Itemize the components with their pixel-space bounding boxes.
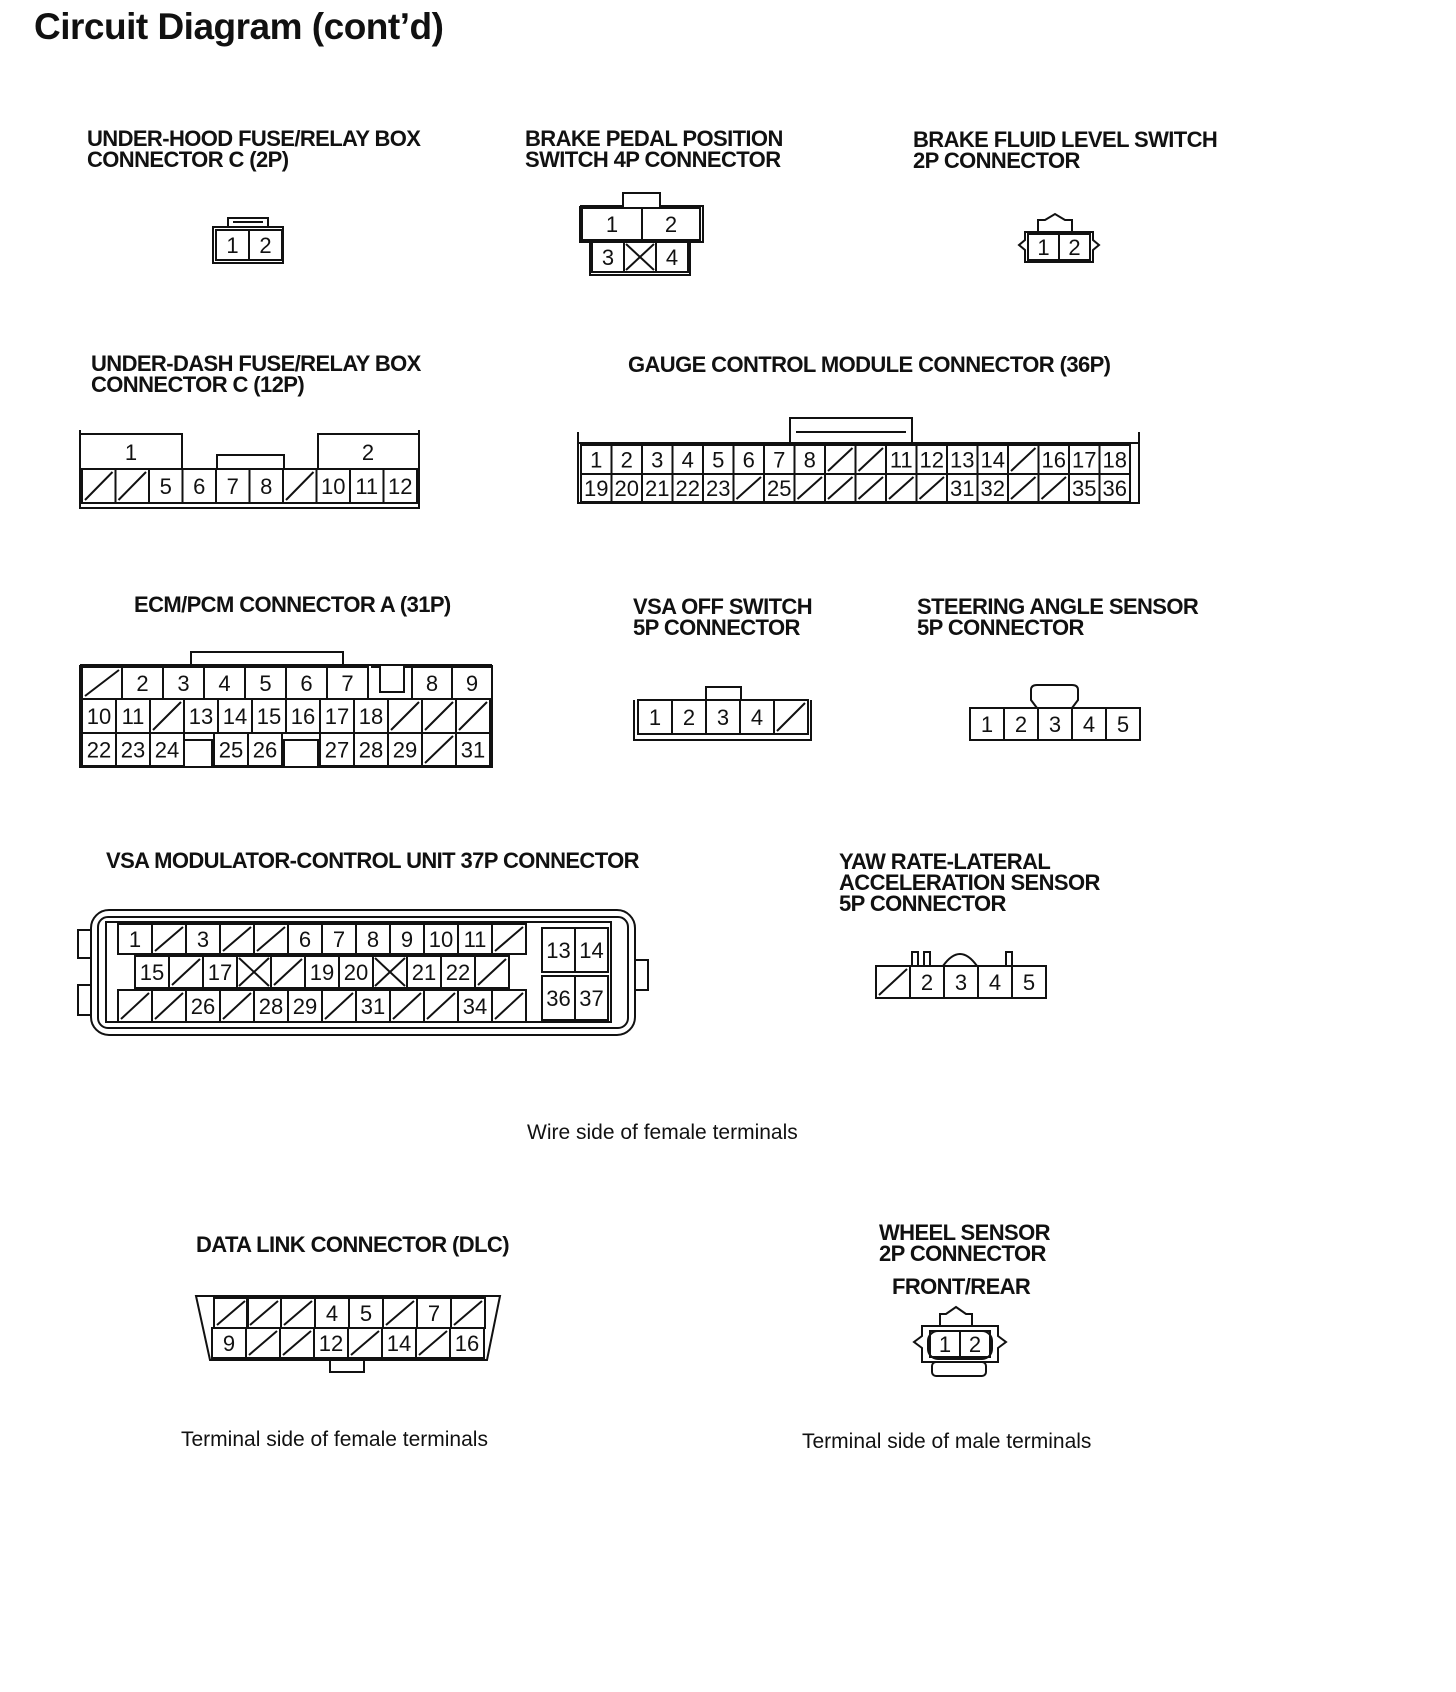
vsa-mod-r3-empty-slash <box>325 993 353 1019</box>
vsa-mod-r1-terminal-3: 3 <box>196 927 210 952</box>
underdash-terminal-6: 6 <box>193 474 206 499</box>
dlc-top-empty-slash <box>284 1301 312 1325</box>
gauge-top-terminal-5: 5 <box>712 447 725 473</box>
yaw-connector <box>876 952 1046 998</box>
gauge-top-terminal-11: 11 <box>889 447 913 473</box>
dlc-bottom-empty-slash <box>249 1331 277 1355</box>
dlc-top-terminal-5: 5 <box>359 1301 373 1326</box>
vsa-mod-r1-terminal-1: 1 <box>128 927 142 952</box>
vsa-mod-ear <box>78 930 91 958</box>
vsa-mod-r3-terminal-26: 26 <box>190 994 216 1019</box>
vsa-mod-ear <box>635 960 648 990</box>
gauge-bottom-empty-slash <box>1011 477 1036 499</box>
gauge-top-terminal-13: 13 <box>950 447 975 473</box>
gauge-bottom-terminal-21: 21 <box>645 476 670 501</box>
gauge-bottom-empty-slash <box>1042 477 1067 499</box>
ecm-r1-empty-slash <box>85 670 119 696</box>
ecm-r3-terminal-26: 26 <box>252 737 278 763</box>
steering-label-line2: 5P CONNECTOR <box>917 615 1084 640</box>
ecm-notch <box>184 740 212 766</box>
ecm-r3-empty-slash <box>425 736 453 763</box>
dlc-connector <box>196 1296 500 1372</box>
brake-pedal-label-line2: SWITCH 4P CONNECTOR <box>525 147 781 172</box>
dlc-top-empty-slash <box>454 1301 482 1325</box>
wheel-terminal-1: 1 <box>938 1332 952 1357</box>
page-title: Circuit Diagram (cont’d) <box>34 6 444 47</box>
ecm-r3-terminal-25: 25 <box>218 737 244 763</box>
vsa-mod-r1-empty-slash <box>495 927 523 951</box>
gauge-bottom-empty-slash <box>859 477 884 499</box>
vsa-mod-r1-empty-slash <box>155 927 183 951</box>
vsa-mod-r1-terminal-10: 10 <box>428 927 454 952</box>
gauge-bottom-terminal-31: 31 <box>950 476 975 501</box>
gauge-top-terminal-17: 17 <box>1072 447 1097 473</box>
steering-connector <box>970 685 1140 740</box>
yaw-tab <box>1006 952 1012 966</box>
vsa-off-terminal-4: 4 <box>750 705 764 730</box>
gauge-top-terminal-8: 8 <box>803 447 816 473</box>
steering-terminal-2: 2 <box>1014 712 1028 737</box>
dlc-bottom-empty-slash <box>351 1331 379 1355</box>
ecm-r2-empty-slash <box>153 702 181 730</box>
wheel-connector <box>914 1307 1006 1376</box>
brake-fluid-connector <box>1019 214 1099 262</box>
dlc-top-empty-slash <box>217 1301 245 1325</box>
vsa-mod-r1-terminal-9: 9 <box>400 927 414 952</box>
yaw-terminal-2: 2 <box>920 970 934 995</box>
vsa-mod-r2-terminal-15: 15 <box>139 960 165 985</box>
vsa-mod-r1-empty-slash <box>257 927 285 951</box>
underdash-terminal-5: 5 <box>159 474 172 499</box>
vsa-mod-r2-empty-slash <box>172 959 200 985</box>
vsa-mod-r3-empty-slash <box>393 993 421 1019</box>
gauge-bottom-empty-slash <box>737 477 762 499</box>
wheel-label-line1: WHEEL SENSOR <box>879 1220 1050 1245</box>
ecm-r2-terminal-15: 15 <box>256 704 282 729</box>
vsa-mod-r1-terminal-8: 8 <box>366 927 380 952</box>
vsa-mod-r3-empty-slash <box>223 993 251 1019</box>
vsa-mod-side-terminal-36: 36 <box>546 986 571 1011</box>
gauge-label-line1: GAUGE CONTROL MODULE CONNECTOR (36P) <box>628 352 1111 377</box>
vsa-mod-r3-empty-slash <box>495 993 523 1019</box>
vsa-off-terminal-1: 1 <box>648 705 662 730</box>
ecm-r3-terminal-23: 23 <box>120 737 146 763</box>
vsa-mod-r3-terminal-34: 34 <box>462 994 488 1019</box>
underdash-empty-slash <box>286 472 314 500</box>
wheel-label-line2: 2P CONNECTOR <box>879 1241 1046 1266</box>
vsa-mod-side-terminal-37: 37 <box>579 986 604 1011</box>
ecm-r1-terminal-3: 3 <box>177 671 190 696</box>
ecm-r3-terminal-24: 24 <box>154 737 180 763</box>
underdash-terminal-1: 1 <box>124 440 138 465</box>
vsa-off-label-line1: VSA OFF SWITCH <box>633 594 812 619</box>
vsa-mod-r3-empty-slash <box>121 993 149 1019</box>
gauge-top-terminal-16: 16 <box>1041 447 1066 473</box>
brake-fluid-terminal-2: 2 <box>1068 235 1081 260</box>
dlc-bottom-terminal-12: 12 <box>318 1331 344 1356</box>
steering-terminal-4: 4 <box>1082 712 1096 737</box>
gauge-latch <box>790 418 912 443</box>
vsa-mod-r2-empty-slash <box>274 959 302 985</box>
yaw-label-line2: ACCELERATION SENSOR <box>839 870 1100 895</box>
underhood-label-line2: CONNECTOR C (2P) <box>87 147 289 172</box>
yaw-latch <box>943 954 977 966</box>
vsa-mod-r2-terminal-20: 20 <box>343 960 369 985</box>
gauge-bottom-terminal-35: 35 <box>1072 476 1097 501</box>
brake-pedal-label-line1: BRAKE PEDAL POSITION <box>525 126 783 151</box>
ecm-r2-empty-slash <box>425 702 453 730</box>
ecm-r3-terminal-27: 27 <box>324 737 350 763</box>
gauge-top-terminal-4: 4 <box>681 447 694 473</box>
vsa-mod-r1-terminal-11: 11 <box>463 927 487 952</box>
ecm-r2-terminal-14: 14 <box>222 704 248 729</box>
dlc-top-empty-slash <box>386 1301 414 1325</box>
yaw-terminal-5: 5 <box>1022 970 1036 995</box>
wheel-latch <box>940 1307 972 1326</box>
vsa-mod-r2-terminal-21: 21 <box>411 960 437 985</box>
dlc-bottom-empty-slash <box>419 1331 447 1355</box>
gauge-bottom-terminal-32: 32 <box>980 476 1005 501</box>
dlc-bottom-terminal-16: 16 <box>454 1331 480 1356</box>
ecm-r1-terminal-7: 7 <box>341 671 354 696</box>
yaw-label-line3: 5P CONNECTOR <box>839 891 1006 916</box>
underdash-empty-slash <box>85 472 113 500</box>
ecm-r2-terminal-10: 10 <box>86 704 112 729</box>
steering-terminal-5: 5 <box>1116 712 1130 737</box>
ecm-r2-terminal-16: 16 <box>290 704 316 729</box>
underdash-label-line1: UNDER-DASH FUSE/RELAY BOX <box>91 351 421 376</box>
ecm-r2-terminal-18: 18 <box>358 704 384 729</box>
vsa-mod-r1-terminal-7: 7 <box>332 927 346 952</box>
ecm-r2-terminal-17: 17 <box>324 704 350 729</box>
vsa-mod-connector <box>78 910 648 1035</box>
underdash-terminal-8: 8 <box>260 474 273 499</box>
underhood-terminal-1: 1 <box>226 233 239 258</box>
brake-fluid-terminal-1: 1 <box>1037 235 1050 260</box>
vsa-mod-r3-empty-slash <box>155 993 183 1019</box>
underdash-terminal-12: 12 <box>388 474 413 499</box>
dlc-top-terminal-7: 7 <box>427 1301 441 1326</box>
yaw-terminal-4: 4 <box>988 970 1002 995</box>
ecm-connector <box>80 652 492 767</box>
yaw-terminal-3: 3 <box>954 970 968 995</box>
wheel-base <box>932 1362 986 1376</box>
gauge-top-empty-slash <box>828 448 853 471</box>
dlc-key <box>330 1360 364 1372</box>
gauge-top-empty-slash <box>859 448 884 471</box>
ecm-r3-terminal-28: 28 <box>358 737 384 763</box>
dlc-top-terminal-4: 4 <box>325 1301 339 1326</box>
ecm-r3-terminal-31: 31 <box>460 737 486 763</box>
caption-terminal-female: Terminal side of female terminals <box>181 1428 488 1451</box>
gauge-top-terminal-18: 18 <box>1102 447 1127 473</box>
vsa-mod-r2-terminal-17: 17 <box>207 960 233 985</box>
vsa-mod-r1-empty-slash <box>223 927 251 951</box>
gauge-bottom-terminal-25: 25 <box>767 476 792 501</box>
underdash-terminal-7: 7 <box>226 474 239 499</box>
gauge-bottom-terminal-36: 36 <box>1102 476 1127 501</box>
caption-wire-side: Wire side of female terminals <box>527 1121 798 1144</box>
vsa-mod-r3-terminal-28: 28 <box>258 994 284 1019</box>
gauge-bottom-terminal-23: 23 <box>706 476 731 501</box>
gauge-top-terminal-14: 14 <box>980 447 1005 473</box>
gauge-bottom-empty-slash <box>828 477 853 499</box>
steering-terminal-1: 1 <box>980 712 994 737</box>
brake-pedal-connector <box>580 193 703 275</box>
ecm-r3-terminal-22: 22 <box>86 737 112 763</box>
vsa-mod-label-line1: VSA MODULATOR-CONTROL UNIT 37P CONNECTOR <box>106 848 639 873</box>
caption-terminal-male: Terminal side of male terminals <box>802 1430 1092 1453</box>
wheel-label-line3: FRONT/REAR <box>892 1274 1031 1299</box>
ecm-r1-terminal-4: 4 <box>218 671 231 696</box>
gauge-top-empty-slash <box>1011 448 1036 471</box>
gauge-bottom-empty-slash <box>889 477 914 499</box>
underdash-label-line2: CONNECTOR C (12P) <box>91 372 305 397</box>
yaw-tab <box>924 952 930 966</box>
ecm-r1-terminal-8: 8 <box>425 671 439 696</box>
dlc-label-line1: DATA LINK CONNECTOR (DLC) <box>196 1232 509 1257</box>
wheel-terminal-2: 2 <box>968 1332 982 1357</box>
gauge-bottom-terminal-22: 22 <box>675 476 700 501</box>
vsa-mod-r3-terminal-29: 29 <box>292 994 318 1019</box>
vsa-mod-r2-terminal-19: 19 <box>309 960 335 985</box>
underhood-terminal-2: 2 <box>259 233 272 258</box>
gauge-top-terminal-6: 6 <box>742 447 755 473</box>
underdash-key <box>217 455 284 468</box>
underdash-terminal-2: 2 <box>361 440 375 465</box>
dlc-bottom-terminal-14: 14 <box>386 1331 412 1356</box>
brake-pedal-terminal-1: 1 <box>605 212 619 237</box>
ecm-r2-empty-slash <box>459 702 487 730</box>
ecm-r2-terminal-11: 11 <box>121 704 145 729</box>
vsa-mod-side-terminal-14: 14 <box>579 938 604 963</box>
vsa-off-label-line2: 5P CONNECTOR <box>633 615 800 640</box>
vsa-mod-r3-empty-slash <box>427 993 455 1019</box>
underhood-connector <box>213 218 283 263</box>
gauge-top-terminal-1: 1 <box>590 447 603 473</box>
vsa-off-terminal-2: 2 <box>682 705 696 730</box>
underdash-terminal-11: 11 <box>355 474 379 499</box>
ecm-r1-terminal-9: 9 <box>465 671 479 696</box>
ecm-label-line1: ECM/PCM CONNECTOR A (31P) <box>134 592 451 617</box>
ecm-r1-terminal-6: 6 <box>300 671 313 696</box>
vsa-mod-r1-terminal-6: 6 <box>298 927 312 952</box>
ecm-r1-terminal-5: 5 <box>259 671 272 696</box>
yaw-empty-slash <box>879 969 907 995</box>
vsa-mod-r3-terminal-31: 31 <box>360 994 386 1019</box>
vsa-mod-r2-terminal-22: 22 <box>445 960 471 985</box>
steering-label-line1: STEERING ANGLE SENSOR <box>917 594 1199 619</box>
brake-pedal-terminal-2: 2 <box>664 212 678 237</box>
ecm-latch <box>191 652 343 665</box>
ecm-r3-terminal-29: 29 <box>392 737 418 763</box>
vsa-mod-side-terminal-13: 13 <box>546 938 571 963</box>
underdash-empty-slash <box>119 472 147 500</box>
vsa-off-connector <box>634 687 811 740</box>
ecm-r1-terminal-2: 2 <box>136 671 149 696</box>
gauge-bottom-terminal-20: 20 <box>614 476 639 501</box>
gauge-bottom-empty-slash <box>920 477 945 499</box>
gauge-bottom-empty-slash <box>798 477 823 499</box>
gauge-top-terminal-3: 3 <box>651 447 664 473</box>
dlc-bottom-terminal-9: 9 <box>222 1331 236 1356</box>
vsa-mod-ear <box>78 985 91 1015</box>
steering-terminal-3: 3 <box>1048 712 1062 737</box>
ecm-key <box>371 667 412 692</box>
vsa-mod-r2-empty-slash <box>478 959 506 985</box>
ecm-r2-empty-slash <box>391 702 419 730</box>
brake-fluid-latch <box>1038 214 1072 232</box>
dlc-bottom-empty-slash <box>283 1331 311 1355</box>
gauge-connector <box>578 418 1139 503</box>
steering-latch <box>1031 685 1078 708</box>
ecm-notch <box>284 740 318 766</box>
dlc-top-empty-slash <box>250 1301 278 1325</box>
vsa-off-empty-slash <box>777 703 805 731</box>
yaw-tab <box>912 952 918 966</box>
vsa-off-terminal-3: 3 <box>716 705 730 730</box>
vsa-off-latch <box>706 687 741 700</box>
brake-pedal-terminal-3: 3 <box>601 245 615 270</box>
gauge-top-terminal-12: 12 <box>919 447 944 473</box>
yaw-label-line1: YAW RATE-LATERAL <box>839 849 1051 874</box>
brake-fluid-label-line2: 2P CONNECTOR <box>913 148 1080 173</box>
gauge-top-terminal-7: 7 <box>773 447 786 473</box>
gauge-bottom-terminal-19: 19 <box>584 476 609 501</box>
gauge-top-terminal-2: 2 <box>620 447 633 473</box>
underdash-terminal-10: 10 <box>321 474 346 499</box>
brake-fluid-label-line1: BRAKE FLUID LEVEL SWITCH <box>913 127 1218 152</box>
underhood-label-line1: UNDER-HOOD FUSE/RELAY BOX <box>87 126 421 151</box>
brake-pedal-terminal-4: 4 <box>665 245 679 270</box>
underdash-connector <box>80 430 419 508</box>
ecm-r2-terminal-13: 13 <box>188 704 214 729</box>
